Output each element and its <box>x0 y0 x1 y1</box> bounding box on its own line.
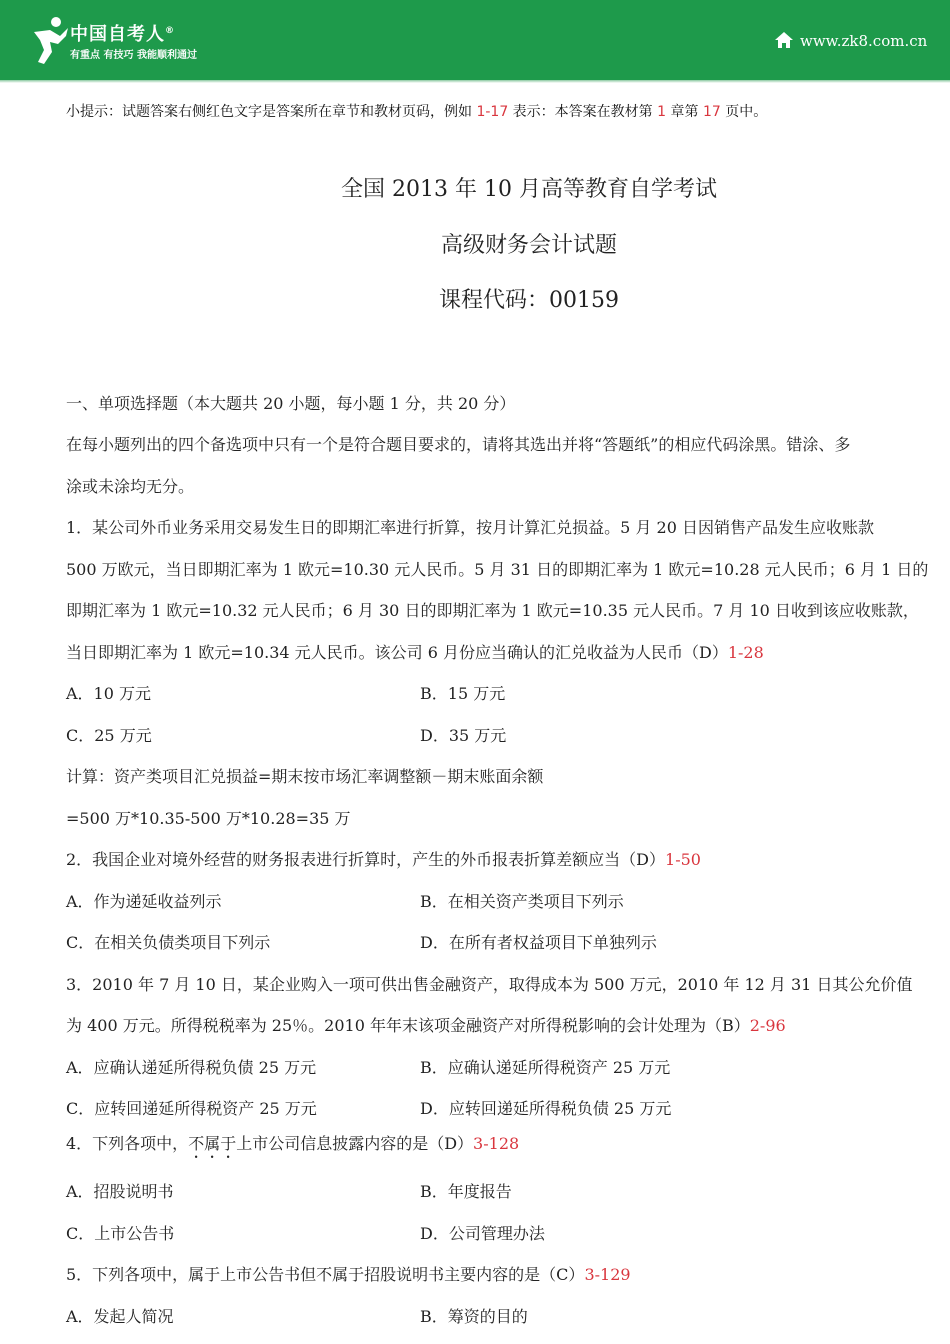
q4-option-b: B．年度报告 <box>420 1182 512 1201</box>
q1-option-a: A．10 万元 <box>66 684 152 703</box>
q3-option-c: C．应转回递延所得税资产 25 万元 <box>66 1099 317 1118</box>
q1-line-1: 1．某公司外币业务采用交易发生日的即期汇率进行折算，按月计算汇兑损益。5 月 20 日因销售产品发生应收账款 <box>66 518 874 537</box>
logo-slogan: 有重点 有技巧 我能顺利通过 <box>70 50 197 61</box>
q2-option-a: A．作为递延收益列示 <box>66 892 222 911</box>
q1-line-4: 当日即期汇率为 1 欧元=10.34 元人民币。该公司 6 月份应当确认的汇兑收益为人民币（D）1-28 <box>66 643 764 662</box>
site-logo[interactable] <box>30 14 230 68</box>
q3-option-a: A．应确认递延所得税负债 25 万元 <box>66 1058 317 1077</box>
running-person-logo-icon <box>30 14 70 68</box>
q2-option-d: D．在所有者权益项目下单独列示 <box>420 933 657 952</box>
tip-chapter: 1 <box>657 104 667 120</box>
q1-calculation-2: =500 万*10.35-500 万*10.28=35 万 <box>66 809 351 828</box>
site-header <box>0 0 950 80</box>
q1-reference: 1-28 <box>727 643 764 662</box>
q1-option-c: C．25 万元 <box>66 726 152 745</box>
exam-subject: 高级财务会计试题 <box>440 233 617 258</box>
home-icon <box>774 30 794 50</box>
site-url: www.zk8.com.cn <box>800 32 928 50</box>
q4-option-c: C．上市公告书 <box>66 1224 175 1243</box>
q4-option-d: D．公司管理办法 <box>420 1224 545 1243</box>
tip-page: 17 <box>702 104 721 120</box>
q4-option-a: A．招股说明书 <box>66 1182 174 1201</box>
q1-calculation-1: 计算：资产类项目汇兑损益=期末按市场汇率调整额－期末账面余额 <box>66 767 544 786</box>
q4-emphasis: 不属于 <box>188 1134 237 1153</box>
q2-reference: 1-50 <box>665 850 701 869</box>
q4-question: 4．下列各项中，不属于上市公司信息披露内容的是（D）3-128 <box>66 1134 520 1153</box>
header-divider <box>0 80 950 83</box>
q3-line-1: 3．2010 年 7 月 10 日，某企业购入一项可供出售金融资产，取得成本为 500 万元，2010 年 12 月 31 日其公允价值 <box>66 975 913 994</box>
q1-option-b: B．15 万元 <box>420 684 506 703</box>
site-link[interactable] <box>800 32 927 50</box>
q3-option-d: D．应转回递延所得税负债 25 万元 <box>420 1099 672 1118</box>
section-heading: 一、单项选择题（本大题共 20 小题，每小题 1 分，共 20 分） <box>66 394 516 413</box>
q4-reference: 3-128 <box>473 1134 520 1153</box>
q2-option-b: B．在相关资产类项目下列示 <box>420 892 624 911</box>
q2-question: 2．我国企业对境外经营的财务报表进行折算时，产生的外币报表折算差额应当（D）1-50 <box>66 850 701 869</box>
q1-line-2: 500 万欧元，当日即期汇率为 1 欧元=10.30 元人民币。5 月 31 日的即期汇率为 1 欧元=10.28 元人民币；6 月 1 日的 <box>66 560 929 579</box>
q1-option-d: D．35 万元 <box>420 726 507 745</box>
section-instructions-2: 涂或未涂均无分。 <box>66 477 195 496</box>
q5-question: 5．下列各项中，属于上市公告书但不属于招股说明书主要内容的是（C）3-129 <box>66 1265 631 1284</box>
q5-option-a: A．发起人简况 <box>66 1307 174 1326</box>
course-code: 课程代码：00159 <box>439 288 619 313</box>
q2-option-c: C．在相关负债类项目下列示 <box>66 933 271 952</box>
q1-line-3: 即期汇率为 1 欧元=10.32 元人民币；6 月 30 日的即期汇率为 1 欧元=10.35 元人民币。7 月 10 日收到该应收账款， <box>66 601 919 620</box>
logo-name: 中国自考人® <box>70 24 175 45</box>
q3-option-b: B．应确认递延所得税资产 25 万元 <box>420 1058 671 1077</box>
q5-option-b: B．筹资的目的 <box>420 1307 528 1326</box>
tip-example-ref: 1-17 <box>476 104 509 120</box>
section-instructions-1: 在每小题列出的四个备选项中只有一个是符合题目要求的，请将其选出并将“答题纸”的相应代码涂黑。错涂、多 <box>66 435 851 454</box>
exam-title: 全国 2013 年 10 月高等教育自学考试 <box>341 177 717 202</box>
q3-reference: 2-96 <box>749 1016 786 1035</box>
q3-line-2: 为 400 万元。所得税税率为 25％。2010 年年末该项金融资产对所得税影响的会计处理为（B）2-96 <box>66 1016 786 1035</box>
tip-note: 小提示：试题答案右侧红色文字是答案所在章节和教材页码，例如 1-17 表示：本答案在教材第 1 章第 17 页中。 <box>66 104 768 120</box>
q5-reference: 3-129 <box>584 1265 631 1284</box>
